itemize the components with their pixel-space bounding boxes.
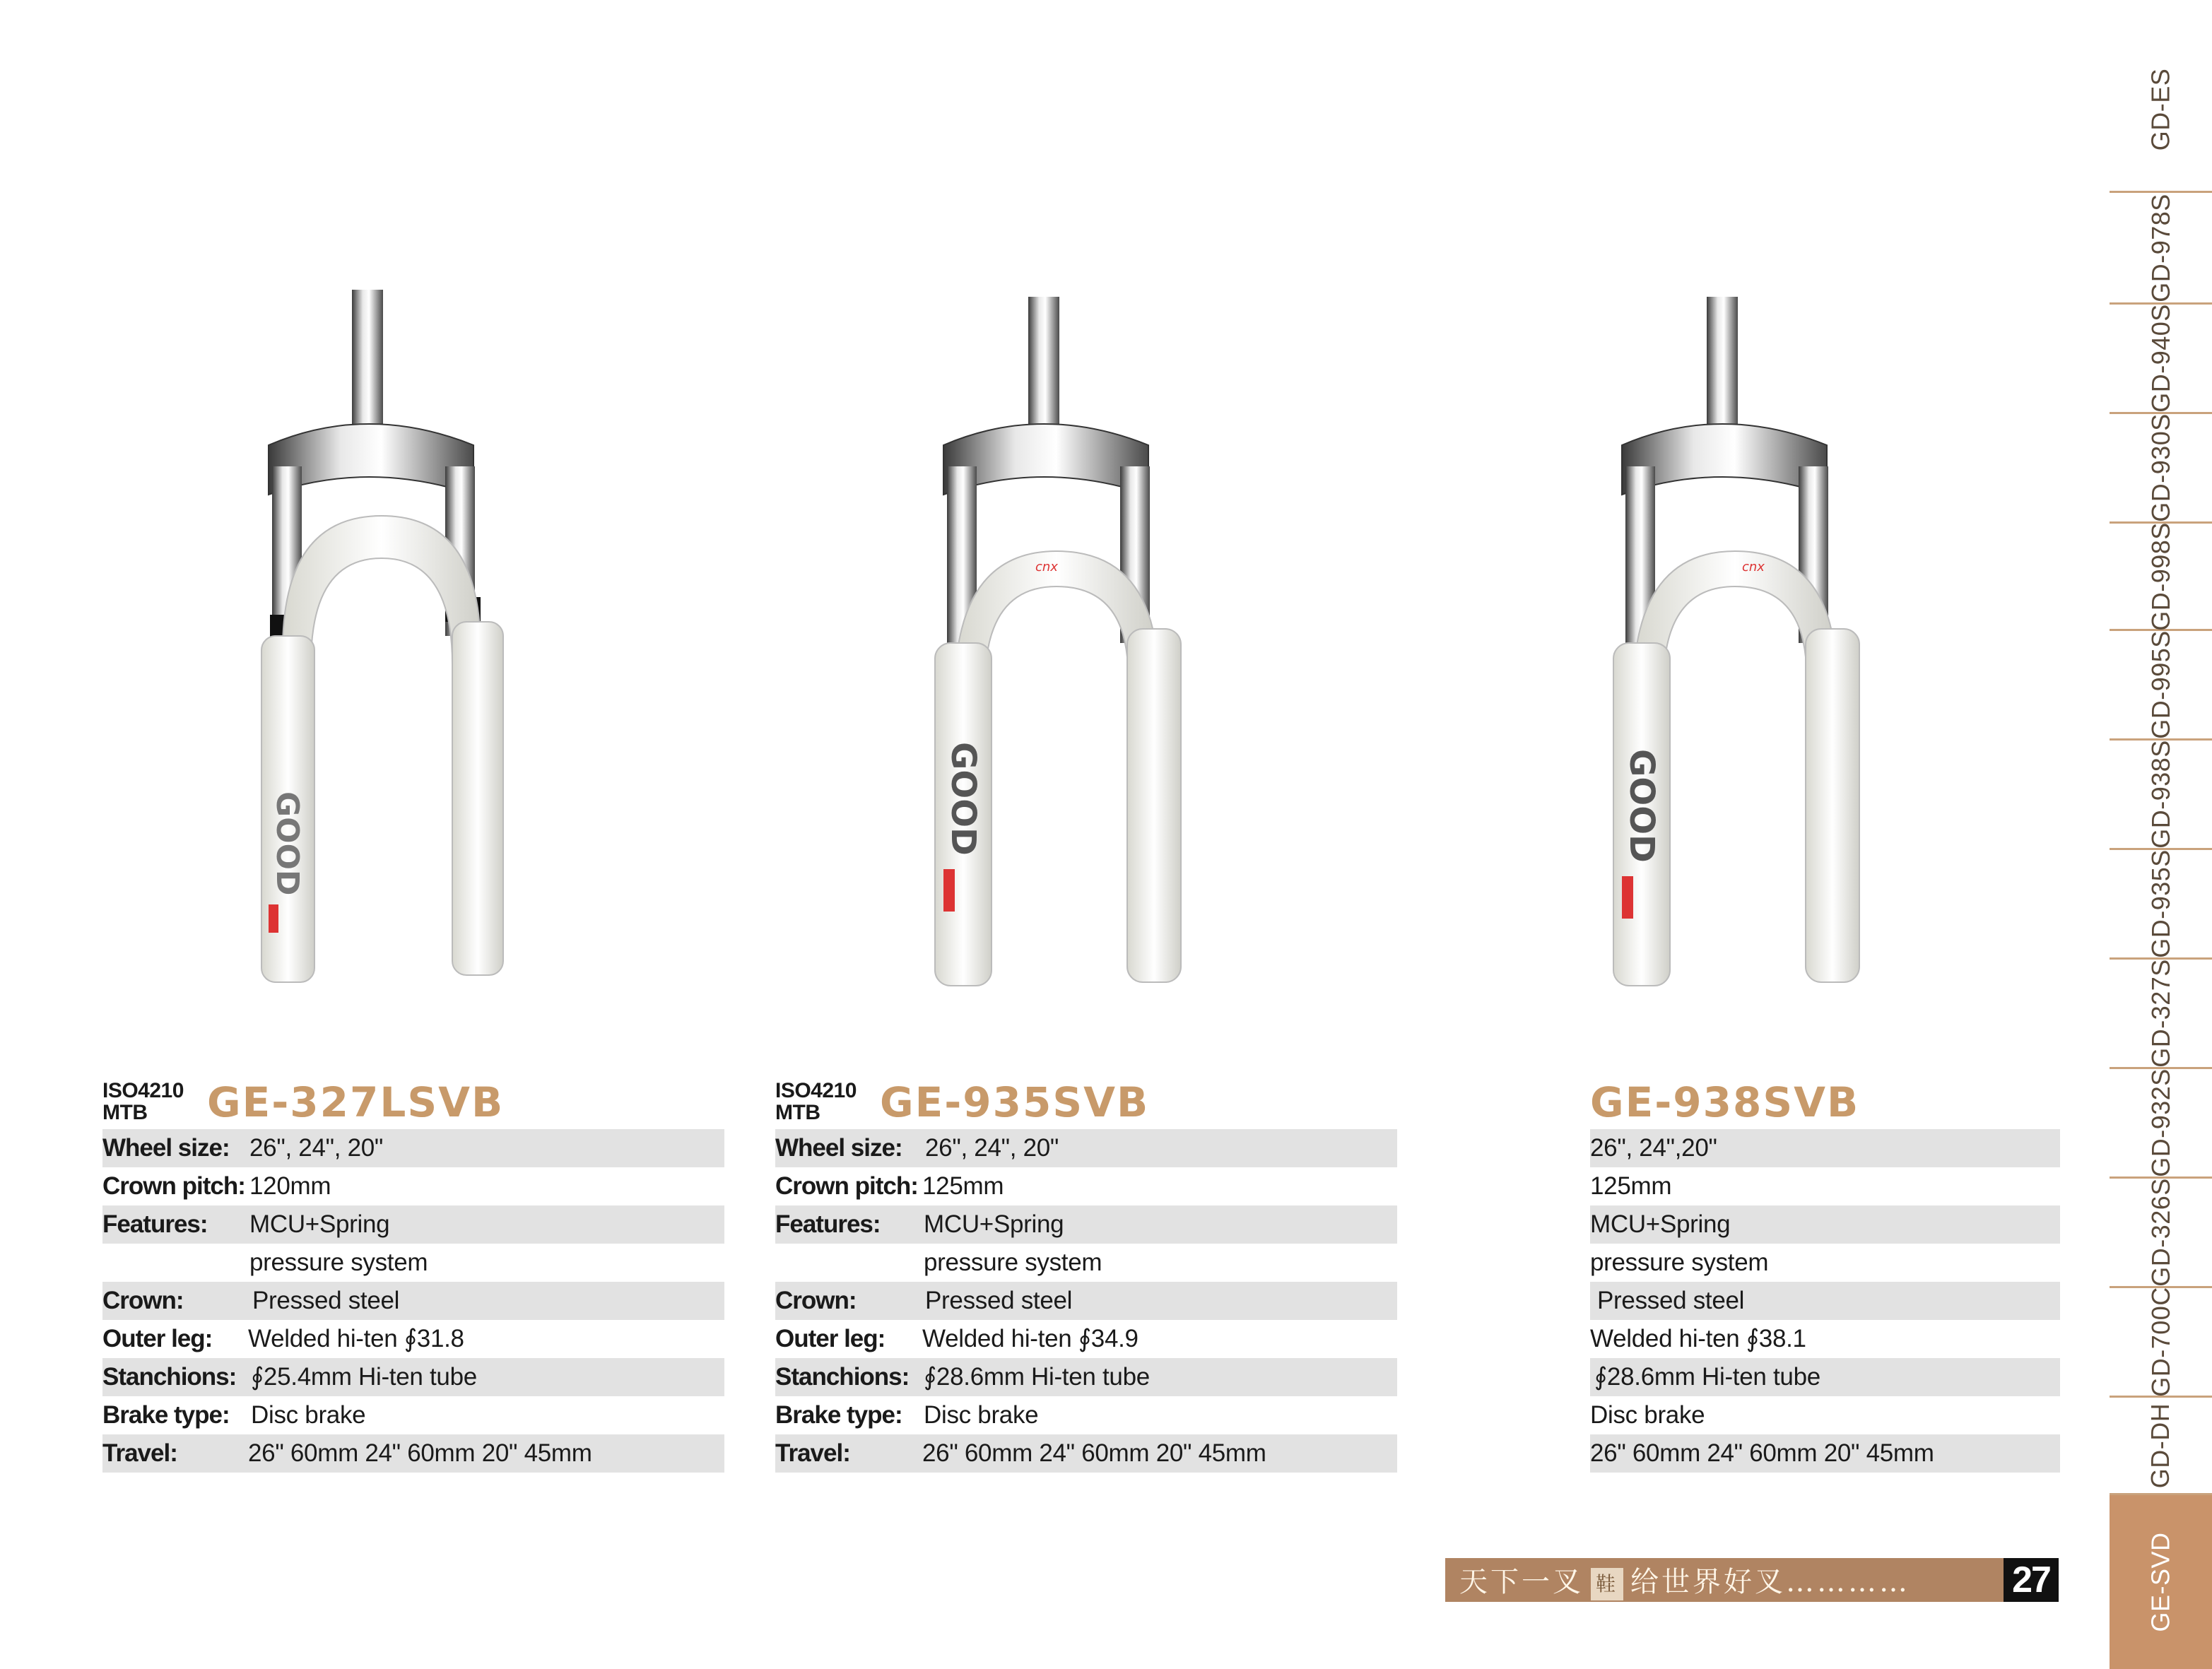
spec-row-features-cont [1590,1244,2060,1282]
side-tab-label: GD-935S [2146,849,2175,958]
model-title: GE-938SVB [1590,1078,1860,1126]
spec-value: Disc brake [924,1401,1039,1429]
standard-type: MTB [775,1101,820,1124]
side-tab-gd-940s[interactable] [2110,305,2212,414]
side-tab-gd-327s[interactable] [2110,960,2212,1069]
spec-label: Outer leg: [775,1325,886,1352]
side-tab-label: GD-ES [2146,68,2175,151]
spec-value: 26" 60mm 24" 60mm 20" 45mm [248,1439,592,1467]
spec-row-outer-leg [1590,1320,2060,1358]
spec-row-wheel-size [1590,1129,2060,1167]
spec-label: Features: [102,1210,208,1238]
standard-iso: ISO4210 [775,1079,857,1102]
side-tab-ge-svd[interactable] [2110,1495,2212,1669]
side-tab-gd-978s[interactable] [2110,193,2212,305]
side-tab-label: GD-998S [2146,521,2175,631]
spec-value: MCU+Spring [249,1210,390,1238]
footer-slogan [1459,1559,1910,1600]
spec-row-crown-pitch [102,1167,724,1205]
side-tab-label: GE-SVD [2146,1532,2175,1632]
spec-value: Welded hi-ten ∮31.8 [248,1325,464,1352]
fork-image-327lsvb [240,283,537,1010]
spec-label: Wheel size: [102,1134,230,1162]
spec-value: 120mm [249,1172,331,1200]
spec-label: Travel: [102,1439,177,1467]
side-tab-label: GD-938S [2146,740,2175,849]
spec-row-stanchions [775,1358,1397,1396]
standard-label [102,1080,184,1124]
side-tab-label: GD-327S [2146,959,2175,1068]
side-tab-label: GD-932S [2146,1068,2175,1177]
model-title: GE-327LSVB [207,1078,505,1126]
spec-value: pressure system [1590,1249,1769,1276]
side-tab-label: GD-326S [2146,1178,2175,1287]
spec-row-features [775,1205,1397,1244]
page-number: 27 [2004,1558,2059,1602]
spec-row-brake-type [1590,1396,2060,1434]
svg-text:cnx: cnx [1742,560,1765,574]
spec-row-features-cont [775,1244,1397,1282]
spec-row-crown-pitch [1590,1167,2060,1205]
spec-value: Welded hi-ten ∮38.1 [1590,1325,1806,1352]
spec-row-brake-type [102,1396,724,1434]
side-tab-label: GD-940S [2146,304,2175,413]
side-tab-gd-700c[interactable] [2110,1288,2212,1398]
spec-row-features-cont [102,1244,724,1282]
product-935svb [775,1074,1397,1473]
spec-value: pressure system [249,1249,428,1276]
side-tab-label: GD-DH [2146,1403,2175,1488]
spec-value: 26" 60mm 24" 60mm 20" 45mm [1590,1439,1934,1467]
side-tab-label: GD-700C [2146,1287,2175,1397]
side-tab-label: GD-930S [2146,413,2175,522]
spec-label: Crown: [775,1287,857,1314]
fork-image-938svb [1594,290,1890,996]
spec-label: Crown pitch: [102,1172,245,1200]
spec-label: Stanchions: [102,1363,237,1391]
side-tab-label: GD-978S [2146,193,2175,302]
spec-label: Crown pitch: [775,1172,918,1200]
spec-row-crown [775,1282,1397,1320]
spec-label: Travel: [775,1439,850,1467]
spec-value: Pressed steel [252,1287,400,1314]
spec-row-brake-type [775,1396,1397,1434]
spec-value: 125mm [1590,1172,1672,1200]
side-tab-gd-326s[interactable] [2110,1179,2212,1288]
spec-row-features [1590,1205,2060,1244]
spec-label: Outer leg: [102,1325,213,1352]
product-938svb [1590,1074,2060,1473]
svg-text:cnx: cnx [1035,560,1058,574]
side-tab-gd-995s[interactable] [2110,631,2212,741]
side-tab-gd-930s[interactable] [2110,414,2212,524]
svg-text:GOOD: GOOD [943,742,983,856]
spec-value: 125mm [922,1172,1004,1200]
spec-value: pressure system [924,1249,1102,1276]
spec-row-outer-leg [102,1320,724,1358]
spec-value: MCU+Spring [924,1210,1064,1238]
standard-iso: ISO4210 [102,1079,184,1102]
spec-value: MCU+Spring [1590,1210,1731,1238]
spec-value: Pressed steel [1597,1287,1745,1314]
spec-row-travel [102,1434,724,1473]
fork-image-935svb [915,290,1212,996]
spec-row-stanchions [1590,1358,2060,1396]
footer-slogan-bar [1445,1558,2004,1602]
model-title: GE-935SVB [880,1078,1150,1126]
product-header [102,1074,724,1129]
spec-row-crown-pitch [775,1167,1397,1205]
spec-row-wheel-size [775,1129,1397,1167]
spec-label: Crown: [102,1287,184,1314]
shoe-logo-icon: 鞋 [1591,1568,1623,1600]
spec-value: ∮28.6mm Hi-ten tube [924,1363,1150,1391]
spec-value: 26", 24",20" [1590,1134,1717,1162]
product-327lsvb [102,1074,724,1473]
side-tab-gd-es[interactable] [2110,28,2212,193]
spec-value: Welded hi-ten ∮34.9 [922,1325,1139,1352]
spec-value: ∮28.6mm Hi-ten tube [1594,1363,1820,1391]
spec-value: 26" 60mm 24" 60mm 20" 45mm [922,1439,1266,1467]
spec-row-stanchions [102,1358,724,1396]
side-tab-gd-932s[interactable] [2110,1069,2212,1179]
spec-row-travel [1590,1434,2060,1473]
side-tab-gd-938s[interactable] [2110,741,2212,850]
spec-row-travel [775,1434,1397,1473]
side-tab-label: GD-995S [2146,630,2175,739]
standard-label [775,1080,857,1124]
side-tab-gd-935s[interactable] [2110,850,2212,960]
spec-value: 26", 24", 20" [925,1134,1059,1162]
fork-brand-text: GOOD [269,791,305,896]
spec-row-features [102,1205,724,1244]
spec-row-crown [1590,1282,2060,1320]
side-tab-gd-dh[interactable] [2110,1398,2212,1495]
side-tab-gd-998s[interactable] [2110,521,2212,631]
spec-label: Wheel size: [775,1134,902,1162]
spec-value: 26", 24", 20" [249,1134,384,1162]
svg-text:GOOD: GOOD [1622,749,1661,863]
slogan-left: 天下一叉 [1459,1566,1584,1598]
spec-label: Stanchions: [775,1363,910,1391]
spec-row-outer-leg [775,1320,1397,1358]
slogan-right: 给世界好叉………… [1630,1566,1910,1598]
spec-row-wheel-size [102,1129,724,1167]
spec-value: Disc brake [1590,1401,1705,1429]
spec-label: Brake type: [775,1401,902,1429]
product-header [1590,1074,2060,1129]
spec-row-crown [102,1282,724,1320]
spec-value: Disc brake [251,1401,366,1429]
standard-type: MTB [102,1101,148,1124]
spec-value: ∮25.4mm Hi-ten tube [251,1363,477,1391]
spec-label: Features: [775,1210,881,1238]
spec-value: Pressed steel [925,1287,1073,1314]
product-header [775,1074,1397,1129]
spec-label: Brake type: [102,1401,230,1429]
